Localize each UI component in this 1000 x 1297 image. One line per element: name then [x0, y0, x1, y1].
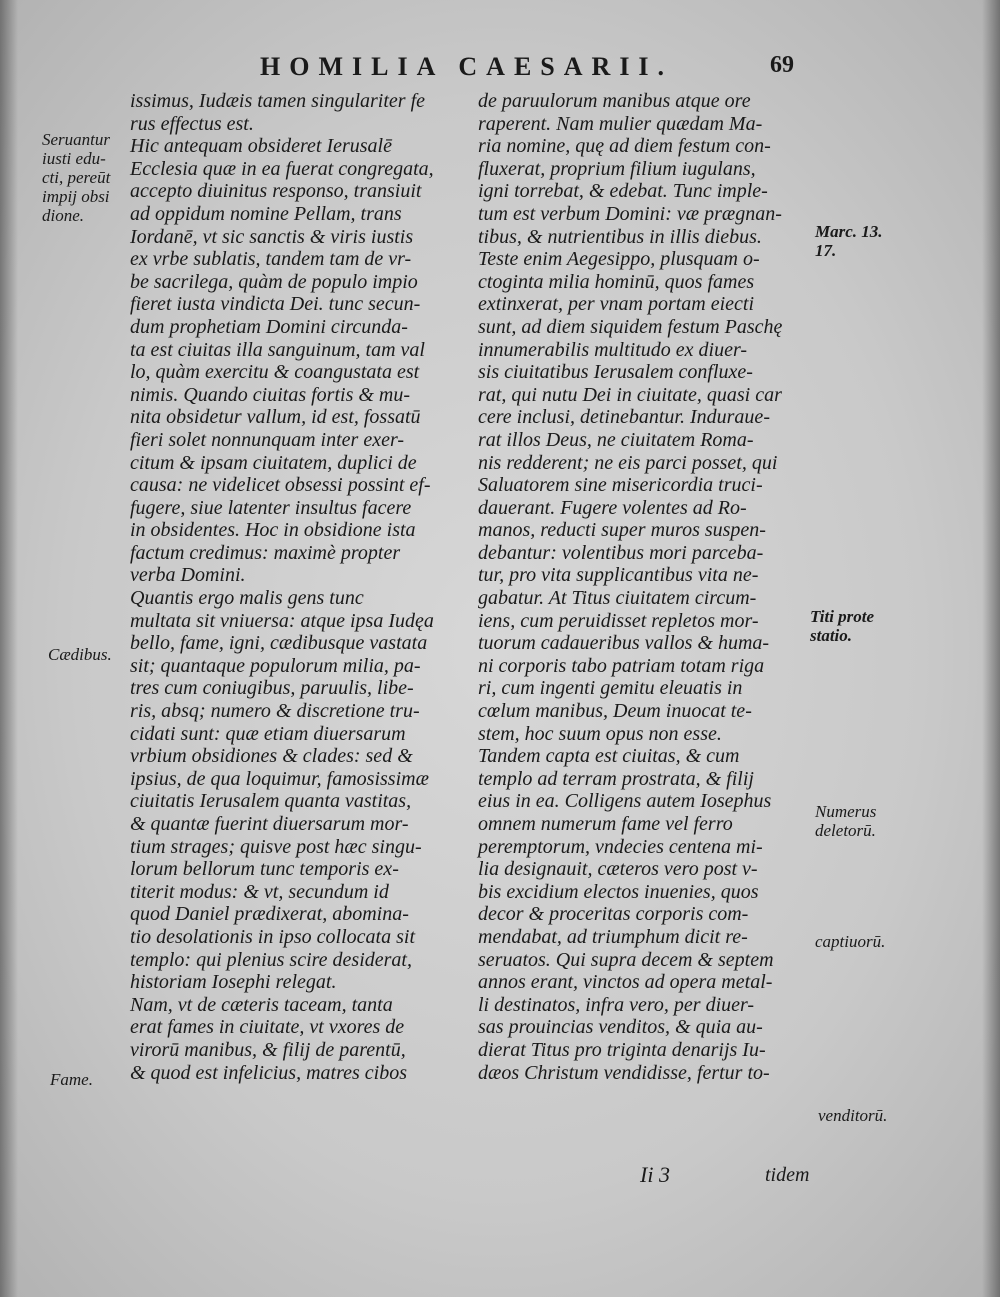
text-line: be sacrilega, quàm de populo impio — [130, 270, 418, 293]
text-line: dauerant. Fugere volentes ad Ro- — [478, 496, 747, 519]
text-line: ni corporis tabo patriam totam riga — [478, 654, 765, 677]
text-line: factum credimus: maximè propter — [130, 541, 401, 564]
text-line: sas prouincias venditos, & quia au- — [478, 1016, 763, 1039]
text-line: ta est ciuitas illa sanguinum, tam val — [130, 338, 425, 361]
text-line: cere inclusi, detinebantur. Induraue- — [478, 406, 770, 429]
margin-note-fame: Fame. — [50, 1070, 93, 1089]
text-line: sunt, ad diem siquidem festum Paschę — [478, 315, 783, 338]
text-line: erat fames in ciuitate, vt vxores de — [130, 1016, 405, 1039]
text-line: rat, qui nutu Dei in ciuitate, quasi car — [478, 383, 782, 406]
margin-note-line: impij obsi — [42, 187, 110, 206]
text-line: citum & ipsam ciuitatem, duplici de — [130, 451, 417, 474]
catchword: tidem — [765, 1164, 810, 1186]
margin-note-servantur — [42, 130, 110, 225]
text-line: ria nomine, quę ad diem festum con- — [478, 135, 771, 158]
text-line: nis redderent; ne eis parci posset, qui — [478, 451, 778, 474]
right-text-column — [478, 90, 808, 1084]
text-line: lia designauit, cæteros vero post v- — [478, 858, 758, 881]
text-line: titerit modus: & vt, secundum id — [130, 880, 389, 903]
margin-note-line: Numerus — [815, 802, 877, 821]
text-line: innumerabilis multitudo ex diuer- — [478, 338, 748, 361]
text-line: tur, pro vita supplicantibus vita ne- — [478, 564, 759, 587]
text-line: dierat Titus pro triginta denarijs Iu- — [478, 1038, 766, 1061]
text-line: decor & proceritas corporis com- — [478, 903, 749, 926]
text-line: vrbium obsidiones & clades: sed & — [130, 745, 413, 768]
margin-note-line: Marc. 13. — [815, 222, 883, 241]
text-line: tio desolationis in ipso collocata sit — [130, 925, 415, 948]
text-line: Ecclesia quæ in ea fuerat congregata, — [130, 157, 434, 180]
text-line: lorum bellorum tunc temporis ex- — [130, 858, 399, 881]
text-line: tum est verbum Domini: væ prægnan- — [478, 202, 782, 225]
text-line: fieret iusta vindicta Dei. tunc secun- — [130, 293, 421, 316]
text-line: lo, quàm exercitu & coangustata est — [130, 361, 420, 384]
text-line: ad oppidum nomine Pellam, trans — [130, 202, 402, 225]
text-line: bello, fame, igni, cædibusque vastata — [130, 632, 428, 655]
text-line: fugere, siue latenter insultus facere — [130, 496, 412, 519]
text-line: sit; quantaque populorum milia, pa- — [130, 654, 421, 677]
text-line: rat illos Deus, ne ciuitatem Roma- — [478, 428, 754, 451]
text-line: quod Daniel prædixerat, abomina- — [130, 903, 409, 926]
text-line: verba Domini. — [130, 564, 246, 587]
text-line: li destinatos, infra vero, per diuer- — [478, 993, 755, 1016]
text-line: Nam, vt de cæteris taceam, tanta — [130, 993, 393, 1016]
margin-note-caedibus: Cædibus. — [48, 645, 112, 664]
text-line: virorū manibus, & filij de parentū, — [130, 1038, 406, 1061]
text-line: nita obsidetur vallum, id est, fossatū — [130, 406, 421, 429]
text-line: de paruulorum manibus atque ore — [478, 90, 751, 112]
margin-note-line: iusti edu- — [42, 149, 106, 168]
text-line: ipsius, de qua loquimur, famosissimæ — [130, 767, 429, 790]
text-line: ciuitatis Ierusalem quanta vastitas, — [130, 790, 412, 813]
text-line: in obsidentes. Hoc in obsidione ista — [130, 519, 416, 542]
text-line: cœlum manibus, Deum inuocat te- — [478, 700, 752, 723]
text-line: Tandem capta est ciuitas, & cum — [478, 745, 740, 768]
margin-note-numerus — [815, 802, 876, 840]
text-line: peremptorum, vndecies centena mi- — [478, 835, 763, 858]
margin-note-line: Titi prote — [810, 607, 875, 626]
page-number: 69 — [770, 52, 794, 78]
text-line: mendabat, ad triumphum dicit re- — [478, 925, 748, 948]
text-line: Iordanē, vt sic sanctis & viris iustis — [130, 225, 414, 248]
text-line: rus effectus est. — [130, 112, 254, 135]
text-line: omnem numerum fame vel ferro — [478, 813, 733, 835]
margin-note-marc — [815, 222, 883, 260]
text-line: ri, cum ingenti gemitu eleuatis in — [478, 677, 743, 700]
margin-note-line: Seruantur — [42, 130, 110, 149]
margin-note-line: dione. — [42, 206, 85, 225]
text-line: raperent. Nam mulier quædam Ma- — [478, 112, 763, 135]
text-line: Saluatorem sine misericordia truci- — [478, 474, 763, 497]
text-line: templo ad terram prostrata, & filij — [478, 767, 754, 790]
text-line: accepto diuinitus responso, transiuit — [130, 180, 422, 203]
text-line: eius in ea. Colligens autem Iosephus — [478, 790, 772, 813]
margin-note-line: 17. — [815, 241, 837, 260]
text-line: ex vrbe sublatis, tandem tam de vr- — [130, 248, 412, 271]
text-line: ris, absq; numero & discretione tru- — [130, 700, 420, 723]
text-line: bis excidium electos inuenies, quos — [478, 880, 759, 903]
text-line: iens, cum peruidisset repletos mor- — [478, 609, 759, 632]
running-title: HOMILIA CAESARII. — [260, 52, 674, 81]
text-line: extinxerat, per vnam portam eiecti — [478, 293, 755, 316]
text-line: tuorum cadaueribus vallos & huma- — [478, 632, 770, 655]
text-line: Quantis ergo malis gens tunc — [130, 587, 364, 610]
left-page-edge-shadow — [0, 0, 18, 1297]
text-line: tibus, & nutrientibus in illis diebus. — [478, 225, 762, 248]
text-line: tres cum coniugibus, paruulis, libe- — [130, 677, 414, 700]
margin-note-titi — [810, 607, 874, 645]
text-line: nimis. Quando ciuitas fortis & mu- — [130, 383, 411, 406]
signature-mark: Ii 3 — [640, 1162, 670, 1187]
text-line: issimus, Iudæis tamen singulariter fe — [130, 90, 426, 112]
text-line: dæos Christum vendidisse, fertur to- — [478, 1061, 770, 1084]
text-line: dum prophetiam Domini circunda- — [130, 315, 408, 338]
right-page-edge-shadow — [982, 0, 1000, 1297]
margin-note-venditorum: venditorū. — [818, 1106, 888, 1125]
text-line: gabatur. At Titus ciuitatem circum- — [478, 587, 757, 610]
text-line: annos erant, vinctos ad opera metal- — [478, 971, 773, 994]
text-line: sis ciuitatibus Ierusalem confluxe- — [478, 361, 753, 384]
text-line: historiam Iosephi relegat. — [130, 971, 337, 994]
text-line: tium strages; quisve post hæc singu- — [130, 835, 422, 858]
text-line: manos, reducti super muros suspen- — [478, 519, 766, 542]
text-line: & quantæ fuerint diuersarum mor- — [130, 813, 409, 835]
text-line: igni torrebat, & edebat. Tunc imple- — [478, 180, 768, 203]
text-line: seruatos. Qui supra decem & septem — [478, 948, 774, 971]
text-line: fluxerat, proprium filium iugulans, — [478, 157, 756, 180]
margin-note-line: cti, pereūt — [42, 168, 111, 187]
text-line: ctoginta milia hominū, quos fames — [478, 270, 755, 293]
text-line: causa: ne videlicet obsessi possint ef- — [130, 474, 431, 497]
text-line: cidati sunt: quæ etiam diuersarum — [130, 722, 406, 745]
margin-note-line: deletorū. — [815, 821, 876, 840]
text-line: & quod est infelicius, matres cibos — [130, 1061, 408, 1084]
text-line: Hic antequam obsideret Ierusalē — [130, 135, 392, 158]
text-line: fieri solet nonnunquam inter exer- — [130, 428, 404, 451]
left-text-column — [130, 90, 470, 1084]
text-line: debantur: volentibus mori parceba- — [478, 541, 764, 564]
text-line: Teste enim Aegesippo, plusquam o- — [478, 248, 760, 271]
text-line: stem, hoc suum opus non esse. — [478, 722, 722, 745]
margin-note-line: statio. — [810, 626, 853, 645]
margin-note-captiuorum: captiuorū. — [815, 932, 886, 951]
text-line: templo: qui plenius scire desiderat, — [130, 948, 412, 971]
text-line: multata sit vniuersa: atque ipsa Iudęa — [130, 609, 434, 632]
